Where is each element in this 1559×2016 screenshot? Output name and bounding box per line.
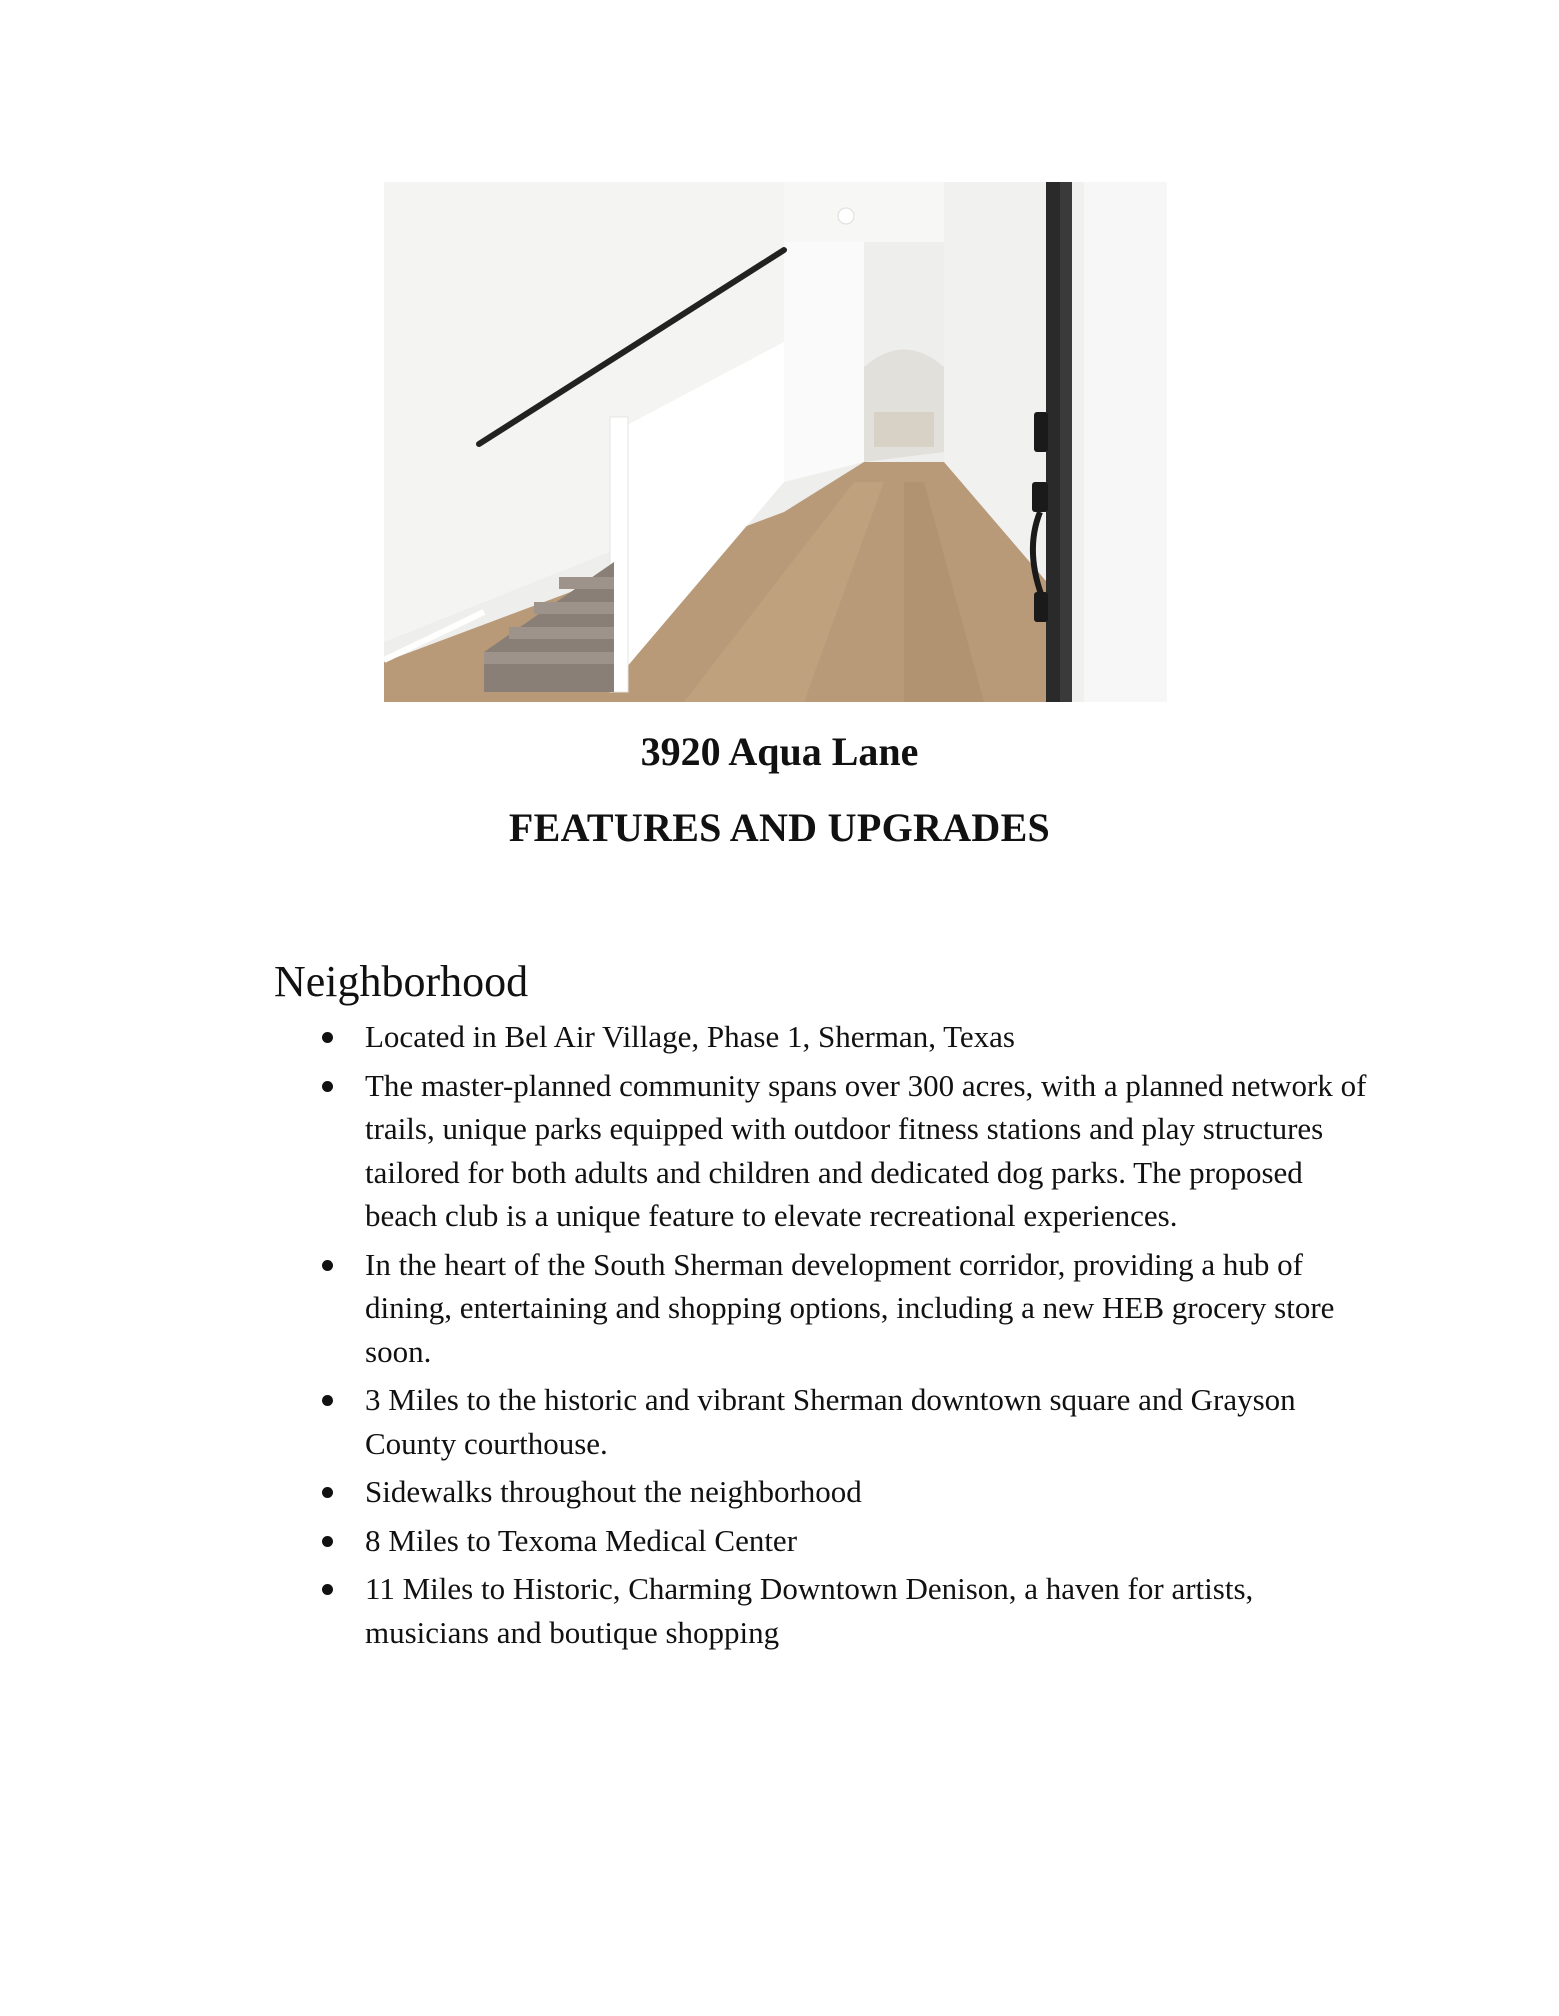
document-subtitle: FEATURES AND UPGRADES bbox=[508, 805, 1051, 850]
list-item bbox=[318, 1015, 1378, 1059]
hero-photo bbox=[384, 182, 1167, 702]
bullet-icon bbox=[322, 1081, 333, 1092]
list-item-text: The master-planned community spans over 300 acres, with a planned network of trails, unique parks equipped with outdoor fitness stations and play structures tailored for both adults and children and dedicated dog parks. The proposed beach club is a unique feature to elevate recreational experiences. bbox=[365, 1067, 1367, 1233]
property-address: 3920 Aqua Lane bbox=[640, 729, 919, 774]
list-item-text: Located in Bel Air Village, Phase 1, Sherman, Texas bbox=[365, 1019, 1015, 1054]
list-item bbox=[318, 1519, 1378, 1563]
list-item-text: 8 Miles to Texoma Medical Center bbox=[365, 1522, 798, 1558]
list-item-text: Sidewalks throughout the neighborhood bbox=[365, 1474, 862, 1509]
bullet-icon bbox=[322, 1395, 333, 1406]
bullet-icon bbox=[322, 1260, 333, 1271]
list-item bbox=[318, 1378, 1378, 1465]
list-item bbox=[318, 1470, 1378, 1514]
foyer-staircase-image bbox=[384, 182, 1167, 702]
bullet-icon bbox=[322, 1487, 333, 1498]
bullet-icon bbox=[322, 1032, 333, 1043]
bullet-icon bbox=[322, 1584, 333, 1595]
list-item bbox=[318, 1064, 1378, 1238]
list-item-text: 11 Miles to Historic, Charming Downtown Denison, a haven for artists, musicians and boutique shopping bbox=[365, 1571, 1254, 1650]
bullet-icon bbox=[322, 1536, 333, 1547]
list-item-text: In the heart of the South Sherman development corridor, providing a hub of dining, entertaining and shopping options, including a new HEB grocery store soon. bbox=[365, 1246, 1335, 1369]
list-item-text: 3 Miles to the historic and vibrant Sherman downtown square and Grayson County courthouse. bbox=[365, 1382, 1296, 1461]
section-heading-neighborhood: Neighborhood bbox=[274, 957, 529, 1006]
list-item bbox=[318, 1243, 1378, 1374]
neighborhood-feature-list bbox=[318, 1015, 1378, 1659]
list-item bbox=[318, 1567, 1378, 1654]
